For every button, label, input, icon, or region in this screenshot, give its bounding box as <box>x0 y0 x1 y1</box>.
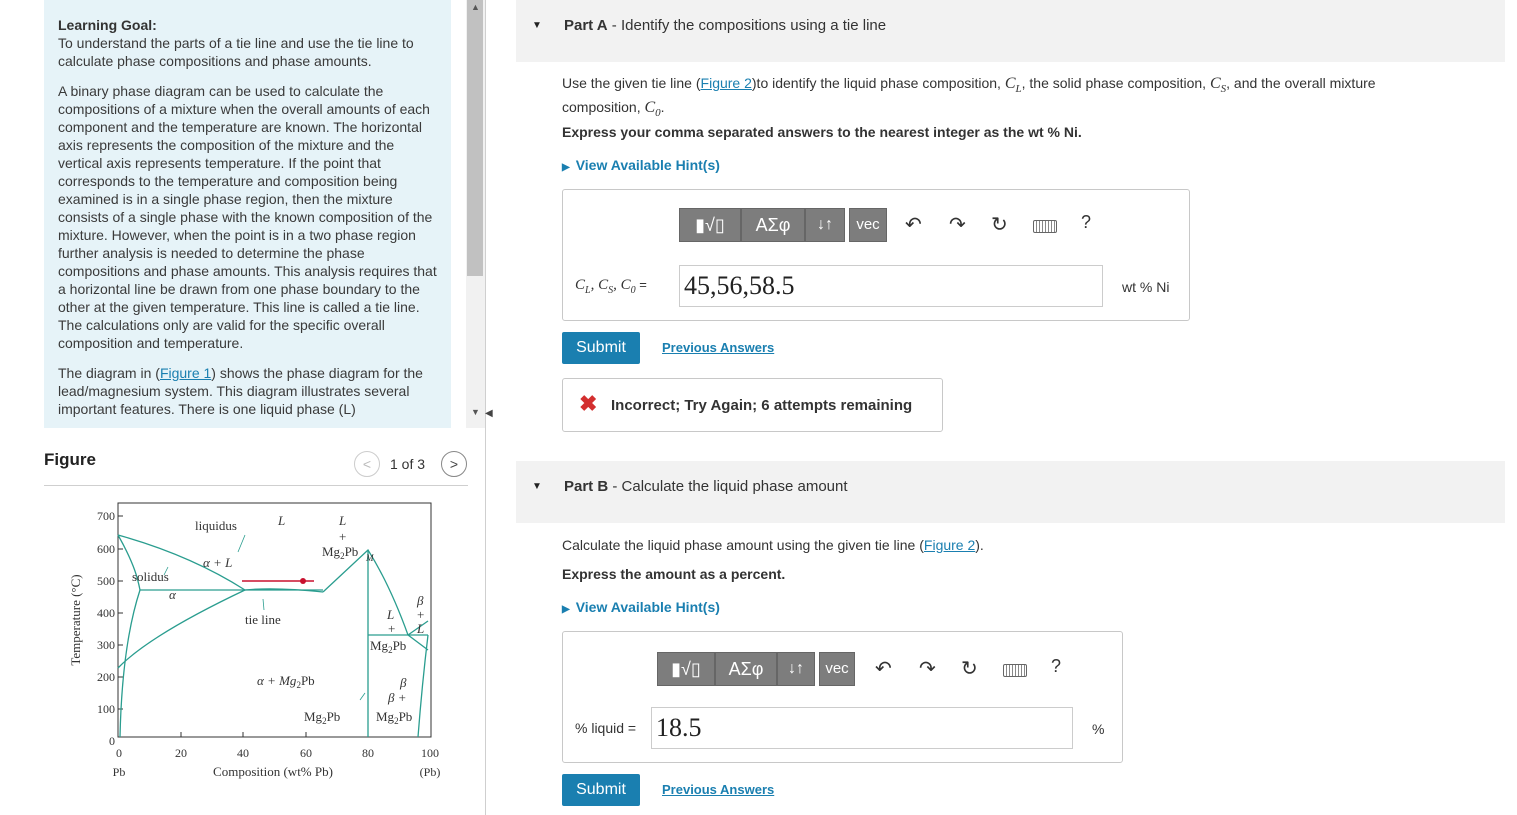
redo-icon[interactable]: ↷ <box>949 214 966 236</box>
part-b-instructions: Calculate the liquid phase amount using the given tie line (Figure 2). <box>562 537 984 553</box>
x-tick-80: 80 <box>362 746 374 760</box>
help-icon-b[interactable]: ? <box>1051 656 1062 676</box>
label-alpha: α <box>169 587 176 602</box>
x-end-label-pb-right: (Pb) <box>419 765 441 779</box>
figure-2-link-b[interactable]: Figure 2 <box>923 537 976 553</box>
paragraph-2-text-b: ) shows the phase diagram for the lead/magnesium system. This diagram illustrates several important features. There is one liquid phase (L) <box>58 365 423 417</box>
reset-icon-b[interactable]: ↻ <box>961 658 978 680</box>
tie-line-point <box>300 578 306 584</box>
learning-goal-paragraph-1: A binary phase diagram can be used to calculate the compositions of a mixture when the overall amounts of each component and the temperature are known. The horizontal axis represents the composition of the mixture and the vertical axis represents temperature. If the point that corresponds to the temperature and composition being examined is in a single phase region, then the mixture consists of a single phase with the known composition of the mixture. However, when the point is in a two phase region further analysis is needed to determine the phase compositions and phase amounts. This analysis requires that a horizontal line be drawn from one phase boundary to the other at the given temperature. This line is called a tie line. The calculations only are valid for the specific overall composition and temperature. <box>58 83 437 351</box>
y-tick-500: 500 <box>97 574 115 588</box>
figure-title: Figure <box>44 450 96 469</box>
part-a-math-toolbar <box>679 208 1179 242</box>
y-tick-600: 600 <box>97 542 115 556</box>
panel-collapse-arrow-icon[interactable]: ◀ <box>485 408 493 419</box>
part-a-feedback <box>562 378 943 432</box>
label-alpha-plus-L: α + L <box>203 555 233 570</box>
part-b-header[interactable] <box>516 461 1505 523</box>
greek-letters-button-b[interactable]: ΑΣφ <box>715 652 777 686</box>
y-tick-300: 300 <box>97 638 115 652</box>
part-b-express: Express the amount as a percent. <box>562 566 786 582</box>
feedback-text: Incorrect; Try Again; 6 attempts remaining <box>611 397 913 414</box>
part-a-answer-box <box>562 189 1190 321</box>
figure-next-button[interactable]: > <box>441 451 467 477</box>
phase-boundaries <box>118 535 428 737</box>
templates-button[interactable]: ▮√▯ <box>679 208 741 242</box>
label-mg2pb-top: $Mg_2Pb$ <box>322 544 359 561</box>
y-axis-label: Temperature (°C) <box>68 574 83 666</box>
part-a-hints-link[interactable]: ▶ View Available Hint(s) <box>562 157 720 173</box>
figure-1-link[interactable]: Figure 1 <box>159 365 212 381</box>
figure-prev-button[interactable]: < <box>354 451 380 477</box>
vector-button-b[interactable]: vec <box>819 652 855 686</box>
y-tick-100: 100 <box>97 702 115 716</box>
label-plus-2: + <box>388 621 396 636</box>
label-L-right: L <box>387 607 395 622</box>
figure-2-link[interactable]: Figure 2 <box>700 75 752 91</box>
label-L-top: L <box>339 513 347 528</box>
keyboard-icon[interactable] <box>1033 220 1057 233</box>
label-plus-1: + <box>339 529 347 544</box>
help-icon[interactable]: ? <box>1081 212 1092 232</box>
x-tick-20: 20 <box>175 746 187 760</box>
part-a-express: Express your comma separated answers to the nearest integer as the wt % Ni. <box>562 124 1082 140</box>
part-a-submit-button[interactable]: Submit <box>562 332 640 364</box>
part-b-units: % <box>1092 721 1105 737</box>
part-b-collapse-caret-icon[interactable]: ▼ <box>532 481 542 492</box>
keyboard-icon-b[interactable] <box>1003 664 1027 677</box>
x-axis-label: Composition (wt% Pb) <box>213 764 333 779</box>
label-mg2pb-bottom: $Mg_2Pb$ <box>304 709 341 726</box>
learning-goal-paragraph-2 <box>58 364 437 418</box>
x-tick-0: 0 <box>116 746 122 760</box>
part-a-title: Part A - Identify the compositions using a tie line <box>564 17 887 34</box>
part-b-previous-answers-link[interactable]: Previous Answers <box>662 782 775 797</box>
label-beta-L-beta: β <box>417 593 424 608</box>
learning-goal-panel <box>44 0 451 428</box>
part-a-input-label: $C_L$, $C_S$, $C_0$ = <box>575 277 647 296</box>
label-tie-line: tie line <box>245 612 281 627</box>
part-a-previous-answers-link[interactable]: Previous Answers <box>662 340 775 355</box>
part-a-header[interactable] <box>516 0 1505 62</box>
x-tick-60: 60 <box>300 746 312 760</box>
part-b-title: Part B - Calculate the liquid phase amount <box>564 478 848 495</box>
scroll-up-arrow-icon[interactable]: ▲ <box>471 2 480 12</box>
y-tick-700: 700 <box>97 509 115 523</box>
label-beta: β <box>400 675 407 690</box>
reset-icon[interactable]: ↻ <box>991 214 1008 236</box>
greek-letters-button[interactable]: ΑΣφ <box>741 208 805 242</box>
label-beta-plus: β + <box>388 690 407 705</box>
x-tick-40: 40 <box>237 746 249 760</box>
paragraph-2-text-a: The diagram in ( <box>58 365 160 381</box>
hint-expand-icon-b: ▶ <box>562 604 570 615</box>
part-b-hints-link[interactable]: ▶ View Available Hint(s) <box>562 599 720 615</box>
x-tick-100: 100 <box>421 746 439 760</box>
left-panel-scroll-thumb[interactable] <box>467 0 483 276</box>
figure-separator <box>44 485 468 486</box>
scroll-down-arrow-icon[interactable]: ▼ <box>471 407 480 417</box>
vector-button[interactable]: vec <box>849 208 887 242</box>
label-solidus: solidus <box>132 569 169 584</box>
y-tick-400: 400 <box>97 606 115 620</box>
label-liquidus: liquidus <box>195 518 237 533</box>
phase-diagram-figure <box>60 495 460 785</box>
learning-goal-title: Learning Goal: <box>58 17 157 33</box>
y-tick-0: 0 <box>109 734 115 748</box>
label-L: L <box>278 513 286 528</box>
part-a-instructions: Use the given tie line (Figure 2)to identify the liquid phase composition, $C_L$, the solid phase composition, $C_S$, and the overall mixture composition, $C_0$. <box>562 75 1376 119</box>
label-plus-3: + <box>417 607 425 622</box>
incorrect-x-icon: ✖ <box>579 391 598 416</box>
part-b-submit-button[interactable]: Submit <box>562 774 640 806</box>
undo-icon[interactable]: ↶ <box>905 214 922 236</box>
label-beta-mg2pb: $Mg_2Pb$ <box>376 709 413 726</box>
label-M: M <box>366 553 374 563</box>
figure-pager: 1 of 3 <box>390 456 426 472</box>
templates-button-b[interactable]: ▮√▯ <box>657 652 715 686</box>
part-b-input-label: % liquid = <box>575 720 637 736</box>
y-tick-200: 200 <box>97 670 115 684</box>
part-a-answer-input[interactable]: 45,56,58.5 <box>679 265 1103 307</box>
part-b-answer-input[interactable]: 18.5 <box>651 707 1073 749</box>
part-a-units: wt % Ni <box>1122 279 1170 295</box>
arrows-button-b[interactable]: ↓↑ <box>777 652 815 686</box>
label-alpha-mg2pb: $\alpha + Mg_2Pb$ <box>257 673 315 690</box>
redo-icon-b[interactable]: ↷ <box>919 658 936 680</box>
undo-icon-b[interactable]: ↶ <box>875 658 892 680</box>
label-beta-L-L: L <box>417 621 425 636</box>
part-b-math-toolbar <box>657 652 1117 686</box>
learning-goal-text: To understand the parts of a tie line and use the tie line to calculate phase compositions and phase amounts. <box>58 35 414 69</box>
part-b-answer-box <box>562 631 1123 763</box>
part-a-collapse-caret-icon[interactable]: ▼ <box>532 20 542 31</box>
label-mg2pb-right: $Mg_2Pb$ <box>370 638 407 655</box>
arrows-button[interactable]: ↓↑ <box>805 208 845 242</box>
x-end-label-pb: Pb <box>112 765 126 779</box>
hint-expand-icon: ▶ <box>562 162 570 173</box>
